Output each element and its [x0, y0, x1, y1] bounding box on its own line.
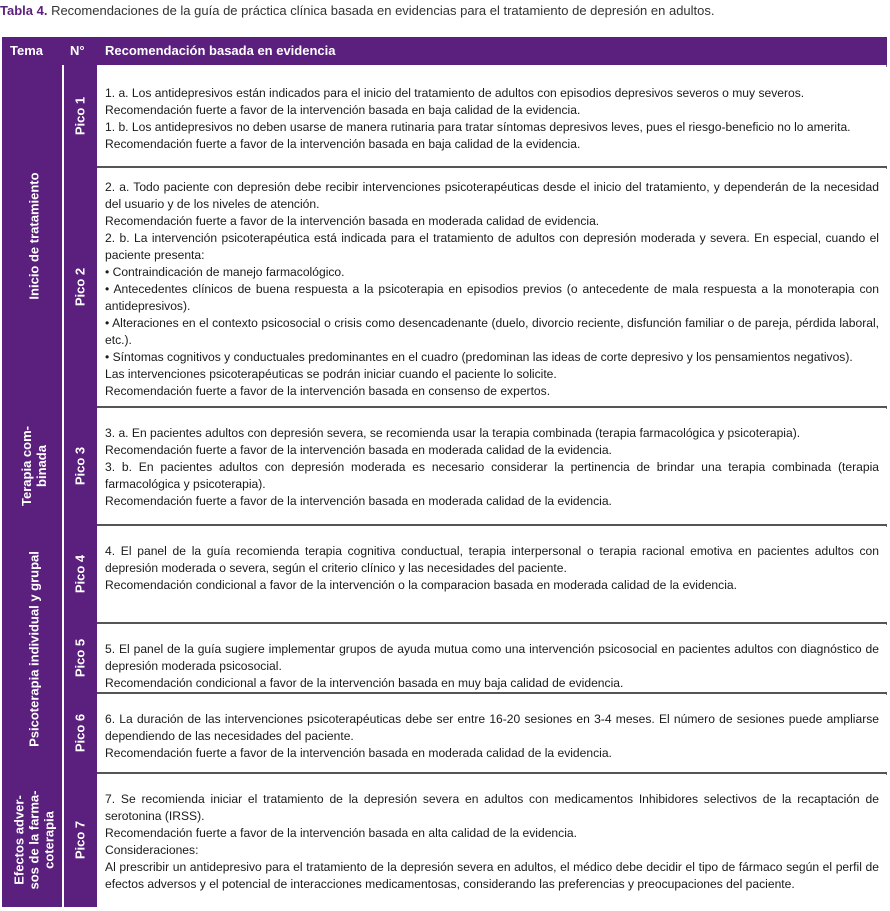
recommendation-line: 1. a. Los antidepresivos están indicados para el inicio del tratamiento de adultos con episodios depresivos severos o muy severos. — [105, 86, 805, 100]
recommendation-line: Recomendación condicional a favor de la intervención basada en muy baja calidad de evidencia. — [105, 676, 624, 690]
row-separator — [97, 772, 887, 774]
pico-label: Pico 7 — [72, 820, 88, 860]
recommendation-line: Consideraciones: — [105, 843, 199, 857]
recommendation-cell — [97, 527, 887, 623]
recommendation-cell — [97, 625, 887, 693]
header-tema: Tema — [10, 43, 43, 58]
recommendation-line: • Síntomas cognitivos y conductuales predominantes en el cuadro (predominan las ideas de corte depresivo y los pensamientos negativos). — [105, 350, 853, 364]
recommendation-line: 3. a. En pacientes adultos con depresión severa, se recomienda usar la terapia combinada (terapia farmacológica y psicoterapia). — [105, 426, 801, 440]
recommendation-line: 1. b. Los antidepresivos no deben usarse de manera rutinaria para tratar síntomas depresivos leves, pues el riesgo-beneficio no lo amerita. — [105, 120, 851, 134]
recommendation-line: 2. b. La intervención psicoterapéutica está indicada para el tratamiento de adultos con depresión moderada y severa. En especial, cuando el paciente presenta: — [105, 231, 879, 262]
recommendation-line: Al prescribir un antidepresivo para el tratamiento de la depresión severa en adultos, el médico debe decidir el tipo de fármaco según el perfil de efectos adversos y el potencial de interacciones medicamentosas, considerando las preferencias y preocupaciones del paciente. — [105, 860, 879, 891]
pico-label: Pico 3 — [72, 446, 88, 486]
recommendation-line: 3. b. En pacientes adultos con depresión moderada es necesario considerar la pertinencia de brindar una terapia combinada (terapia farmacológica y psicoterapia). — [105, 460, 879, 491]
recommendation-line: Recomendación fuerte a favor de la intervención basada en consenso de expertos. — [105, 384, 551, 398]
header-recommendation: Recomendación basada en evidencia — [105, 43, 336, 58]
row-separator — [97, 622, 887, 624]
recommendation-line: Recomendación fuerte a favor de la intervención basada en moderada calidad de la evidencia. — [105, 443, 612, 457]
recommendation-cell — [97, 169, 887, 407]
caption-text: Recomendaciones de la guía de práctica clínica basada en evidencias para el tratamiento de depresión en adultos. — [47, 3, 715, 18]
recommendation-cell — [97, 695, 887, 773]
pico-label: Pico 2 — [72, 267, 88, 307]
pico-label: Pico 4 — [72, 554, 88, 594]
row-separator — [97, 524, 887, 526]
recommendation-cell — [97, 409, 887, 525]
recommendation-line: • Antecedentes clínicos de buena respuesta a la psicoterapia en episodios previos (o antecedente de mala respuesta a la monoterapia con antidepresivos). — [105, 282, 879, 313]
recommendation-cell — [97, 775, 887, 907]
pico-label: Pico 1 — [72, 96, 88, 136]
caption-label: Tabla 4. — [0, 3, 48, 18]
header-num: N° — [70, 43, 85, 58]
recommendation-line: Recomendación fuerte a favor de la intervención basada en moderada calidad de la evidencia. — [105, 746, 612, 760]
pico-label: Pico 6 — [72, 713, 88, 753]
recommendation-line: • Contraindicación de manejo farmacológico. — [105, 265, 345, 279]
recommendation-line: 4. El panel de la guía recomienda terapia cognitiva conductual, terapia interpersonal o terapia racional emotiva en pacientes adultos con depresión moderada o severa, según el criterio clínico y las necesidades del paciente. — [105, 544, 879, 575]
recommendation-line: Las intervenciones psicoterapéuticas se podrán iniciar cuando el paciente lo solicite. — [105, 367, 557, 381]
table-caption — [0, 3, 715, 18]
tema-label: Terapia com- binada — [19, 426, 49, 506]
recommendation-line: 7. Se recomienda iniciar el tratamiento de la depresión severa en adultos con medicamentos Inhibidores selectivos de la recaptación de serotonina (IRSS). — [105, 792, 879, 823]
row-separator — [97, 166, 887, 168]
pico-label: Pico 5 — [72, 638, 88, 678]
row-separator — [97, 406, 887, 408]
recommendation-line: 2. a. Todo paciente con depresión debe recibir intervenciones psicoterapéuticas desde el inicio del tratamiento, y dependerán de la necesidad del usuario y de los niveles de atención. — [105, 180, 879, 211]
recommendation-line: 5. El panel de la guía sugiere implementar grupos de ayuda mutua como una intervención psicosocial en pacientes adultos con diagnóstico de depresión moderada psicosocial. — [105, 642, 879, 673]
recommendation-line: • Alteraciones en el contexto psicosocial o crisis como desencadenante (duelo, divorcio reciente, disfunción familiar o de pareja, pérdida laboral, etc.). — [105, 316, 879, 347]
tema-label: Efectos adver- sos de la farma- coterapia — [11, 790, 57, 890]
recommendation-cell — [97, 67, 887, 167]
recommendations-table — [2, 37, 887, 907]
recommendation-line: Recomendación condicional a favor de la intervención o la comparacion basada en moderada calidad de la evidencia. — [105, 578, 737, 592]
table-header — [2, 37, 887, 65]
recommendation-line: 6. La duración de las intervenciones psicoterapéuticas debe ser entre 16-20 sesiones en 3-4 meses. El número de sesiones puede ampliarse dependiendo de las necesidades del paciente. — [105, 712, 879, 743]
recommendation-line: Recomendación fuerte a favor de la intervención basada en baja calidad de la evidencia. — [105, 103, 581, 117]
recommendation-line: Recomendación fuerte a favor de la intervención basada en moderada calidad de evidencia. — [105, 214, 600, 228]
recommendation-line: Recomendación fuerte a favor de la intervención basada en moderada calidad de la evidencia. — [105, 494, 612, 508]
recommendation-line: Recomendación fuerte a favor de la intervención basada en alta calidad de la evidencia. — [105, 826, 577, 840]
tema-label: Inicio de tratamiento — [26, 172, 42, 300]
recommendation-line: Recomendación fuerte a favor de la intervención basada en baja calidad de la evidencia. — [105, 137, 581, 151]
row-separator — [97, 692, 887, 694]
tema-label: Psicoterapia individual y grupal — [26, 551, 42, 747]
